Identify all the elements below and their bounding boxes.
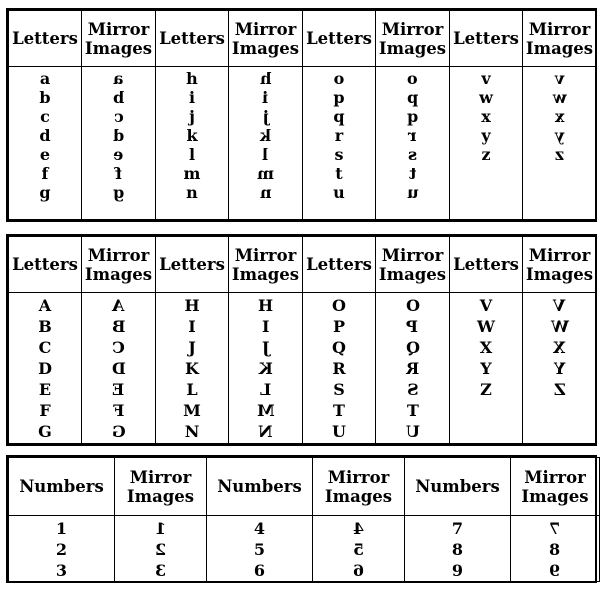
letters-header: Letters xyxy=(303,11,376,67)
numbers-mirror-table xyxy=(6,455,597,583)
mirror-glyph: l xyxy=(262,145,269,164)
mirror-glyph: i xyxy=(262,88,269,107)
uppercase-body-row xyxy=(9,293,597,444)
mirror-glyph: 5 xyxy=(352,540,365,559)
letters-header: Letters xyxy=(450,237,523,293)
mirror-images-column xyxy=(511,516,600,582)
mirror-glyph: x xyxy=(554,107,565,126)
glyph: u xyxy=(333,183,345,202)
mirror-glyph: Z xyxy=(553,380,566,399)
mirror-glyph: P xyxy=(406,317,419,336)
mirror-glyph: k xyxy=(259,126,272,145)
glyph: l xyxy=(188,145,196,164)
glyph: L xyxy=(186,380,198,399)
mirror-glyph: c xyxy=(113,107,124,126)
mirror-glyph: L xyxy=(259,380,272,399)
mirror-glyph: M xyxy=(256,401,275,420)
glyph: k xyxy=(186,126,198,145)
glyph: b xyxy=(39,88,51,107)
glyph: j xyxy=(189,107,195,126)
glyph: a xyxy=(39,69,51,88)
glyph: C xyxy=(38,338,52,357)
mirror-images-header: Mirror Images xyxy=(376,237,450,293)
glyph: Y xyxy=(480,359,492,378)
glyph: H xyxy=(184,296,200,315)
glyph: Z xyxy=(480,380,492,399)
letters-column xyxy=(450,293,523,444)
numbers-header: Numbers xyxy=(9,458,115,516)
mirror-glyph: A xyxy=(112,296,125,315)
glyph: W xyxy=(477,317,495,336)
glyph: h xyxy=(186,69,198,88)
mirror-images-column xyxy=(376,67,450,220)
letters-header: Letters xyxy=(156,237,229,293)
glyph: O xyxy=(332,296,346,315)
letters-column xyxy=(9,67,82,220)
mirror-glyph: n xyxy=(259,183,272,202)
mirror-glyph: v xyxy=(554,69,565,88)
mirror-glyph: I xyxy=(261,317,270,336)
mirror-glyph: C xyxy=(112,338,125,357)
mirror-glyph: 3 xyxy=(154,561,167,580)
glyph: Q xyxy=(332,338,346,357)
mirror-images-column xyxy=(229,67,303,220)
glyph: 2 xyxy=(55,540,68,559)
lowercase-body-row xyxy=(9,67,597,220)
mirror-glyph: y xyxy=(554,126,565,145)
lowercase-header-row xyxy=(9,11,597,67)
glyph: i xyxy=(188,88,196,107)
mirror-glyph: a xyxy=(113,69,124,88)
glyph: s xyxy=(334,145,344,164)
mirror-glyph: Y xyxy=(553,359,566,378)
lowercase-mirror-table xyxy=(6,8,597,222)
mirror-glyph: N xyxy=(258,422,273,441)
mirror-images-column xyxy=(313,516,405,582)
glyph: p xyxy=(333,88,345,107)
mirror-images-header: Mirror Images xyxy=(313,458,405,516)
mirror-images-header: Mirror Images xyxy=(115,458,207,516)
letters-header: Letters xyxy=(9,11,82,67)
mirror-glyph: t xyxy=(408,164,417,183)
letters-column xyxy=(156,293,229,444)
glyph: t xyxy=(335,164,343,183)
uppercase-header-row xyxy=(9,237,597,293)
glyph: d xyxy=(39,126,51,145)
glyph: X xyxy=(479,338,493,357)
mirror-glyph: m xyxy=(257,164,274,183)
glyph: f xyxy=(41,164,49,183)
mirror-glyph: j xyxy=(262,107,269,126)
glyph: 3 xyxy=(55,561,68,580)
glyph: F xyxy=(39,401,51,420)
mirror-glyph: D xyxy=(111,359,126,378)
glyph: e xyxy=(39,145,51,164)
mirror-glyph: B xyxy=(111,317,126,336)
mirror-glyph: e xyxy=(113,145,124,164)
glyph: 6 xyxy=(253,561,266,580)
glyph: 7 xyxy=(451,519,464,538)
glyph: o xyxy=(333,69,345,88)
glyph: 1 xyxy=(55,519,68,538)
numbers-header: Numbers xyxy=(207,458,313,516)
glyph: v xyxy=(481,69,491,88)
mirror-glyph: 4 xyxy=(352,519,365,538)
mirror-glyph: G xyxy=(111,422,126,441)
mirror-images-column xyxy=(82,67,156,220)
mirror-images-column xyxy=(229,293,303,444)
glyph: V xyxy=(479,296,493,315)
glyph: n xyxy=(186,183,198,202)
mirror-glyph: O xyxy=(405,296,420,315)
glyph: N xyxy=(184,422,200,441)
mirror-glyph: u xyxy=(406,183,419,202)
letters-header: Letters xyxy=(450,11,523,67)
glyph: P xyxy=(332,317,346,336)
mirror-images-column xyxy=(523,293,597,444)
mirror-glyph: 1 xyxy=(154,519,167,538)
mirror-images-header: Mirror Images xyxy=(523,11,597,67)
mirror-glyph: F xyxy=(112,401,125,420)
letters-header: Letters xyxy=(303,237,376,293)
numbers-column xyxy=(207,516,313,582)
glyph: I xyxy=(188,317,196,336)
mirror-glyph: R xyxy=(405,359,420,378)
glyph: S xyxy=(333,380,345,399)
numbers-header-row xyxy=(9,458,600,516)
glyph: y xyxy=(481,126,491,145)
glyph: c xyxy=(40,107,50,126)
glyph: z xyxy=(481,145,491,164)
mirror-glyph: s xyxy=(407,145,417,164)
glyph: G xyxy=(38,422,52,441)
mirror-glyph: z xyxy=(554,145,565,164)
glyph: 8 xyxy=(451,540,464,559)
glyph: 9 xyxy=(451,561,464,580)
glyph: x xyxy=(481,107,491,126)
glyph: R xyxy=(332,359,346,378)
glyph: T xyxy=(333,401,345,420)
mirror-images-column xyxy=(82,293,156,444)
letters-header: Letters xyxy=(156,11,229,67)
glyph: B xyxy=(38,317,52,336)
letters-column xyxy=(303,67,376,220)
mirror-images-column xyxy=(115,516,207,582)
mirror-images-header: Mirror Images xyxy=(376,11,450,67)
mirror-images-header: Mirror Images xyxy=(229,11,303,67)
mirror-glyph: f xyxy=(115,164,122,183)
mirror-images-header: Mirror Images xyxy=(82,237,156,293)
glyph: K xyxy=(185,359,199,378)
mirror-glyph: X xyxy=(553,338,566,357)
mirror-glyph: 9 xyxy=(549,561,561,580)
mirror-glyph: 6 xyxy=(352,561,365,580)
glyph: D xyxy=(38,359,52,378)
mirror-glyph: d xyxy=(112,126,125,145)
glyph: m xyxy=(183,164,201,183)
letters-column xyxy=(303,293,376,444)
numbers-body-row xyxy=(9,516,600,582)
mirror-glyph: E xyxy=(112,380,125,399)
mirror-images-header: Mirror Images xyxy=(229,237,303,293)
glyph: q xyxy=(333,107,345,126)
glyph: U xyxy=(332,422,346,441)
mirror-glyph: o xyxy=(407,69,418,88)
glyph: J xyxy=(188,338,196,357)
mirror-glyph: 2 xyxy=(154,540,167,559)
mirror-images-header: Mirror Images xyxy=(82,11,156,67)
letters-column xyxy=(9,293,82,444)
mirror-glyph: T xyxy=(406,401,419,420)
glyph: g xyxy=(39,183,51,202)
mirror-glyph: g xyxy=(112,183,125,202)
mirror-glyph: w xyxy=(552,88,567,107)
glyph: 4 xyxy=(253,519,266,538)
mirror-images-header: Mirror Images xyxy=(511,458,600,516)
mirror-images-column xyxy=(376,293,450,444)
mirror-glyph: r xyxy=(408,126,417,145)
mirror-glyph: K xyxy=(258,359,273,378)
glyph: w xyxy=(479,88,493,107)
numbers-column xyxy=(9,516,115,582)
uppercase-mirror-table xyxy=(6,234,597,446)
letters-header: Letters xyxy=(9,237,82,293)
mirror-glyph: V xyxy=(553,296,566,315)
mirror-glyph: p xyxy=(406,88,419,107)
mirror-glyph: Q xyxy=(405,338,420,357)
mirror-glyph: q xyxy=(406,107,419,126)
mirror-glyph: U xyxy=(405,422,420,441)
glyph: A xyxy=(38,296,52,315)
mirror-glyph: 7 xyxy=(549,519,561,538)
mirror-images-column xyxy=(523,67,597,220)
mirror-glyph: h xyxy=(259,69,272,88)
mirror-glyph: b xyxy=(112,88,125,107)
letters-column xyxy=(156,67,229,220)
numbers-header: Numbers xyxy=(405,458,511,516)
letters-column xyxy=(450,67,523,220)
glyph: M xyxy=(183,401,201,420)
mirror-glyph: J xyxy=(261,338,270,357)
glyph: E xyxy=(38,380,52,399)
mirror-glyph: S xyxy=(406,380,419,399)
mirror-glyph: 8 xyxy=(549,540,561,559)
glyph: r xyxy=(334,126,344,145)
mirror-glyph: H xyxy=(257,296,274,315)
glyph: 5 xyxy=(253,540,266,559)
mirror-glyph: W xyxy=(550,317,569,336)
numbers-column xyxy=(405,516,511,582)
mirror-images-header: Mirror Images xyxy=(523,237,597,293)
